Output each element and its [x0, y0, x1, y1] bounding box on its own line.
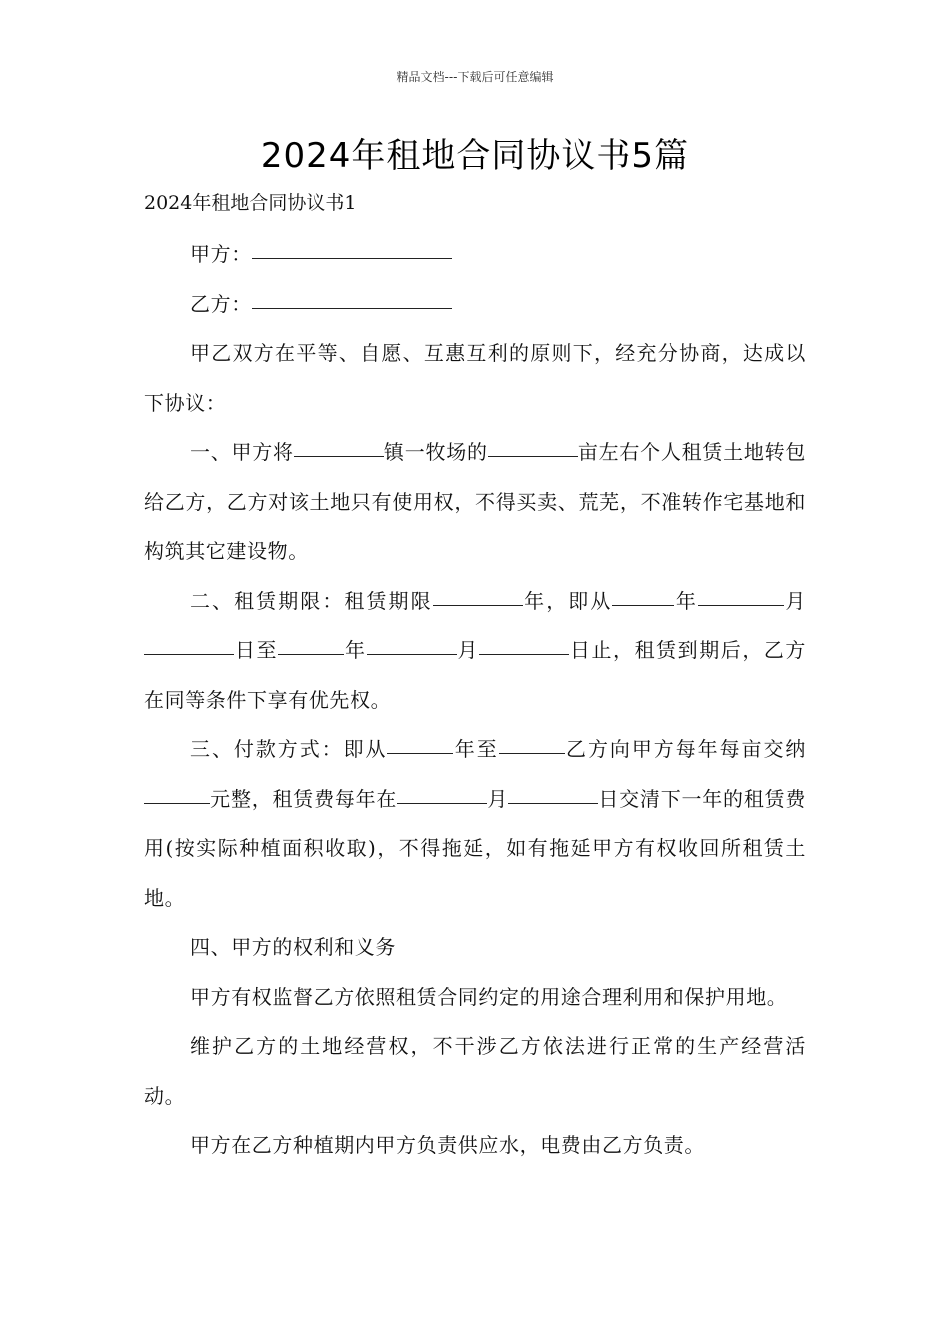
start-year-blank: [612, 604, 674, 606]
clause-3-text-b: 年至: [453, 737, 499, 761]
party-a-label: 甲方：: [190, 242, 252, 266]
clause-2-text-a: 二、租赁期限：租赁期限: [190, 588, 433, 613]
clause-3-text-d: 元整，租赁费每年在: [210, 786, 398, 811]
clause-2-text-g: 月: [456, 638, 480, 662]
end-month-blank: [367, 653, 457, 655]
clause-3-text-f: 日交清下一年的租赁费用(按实际种植面积收取)，不得拖延，如有拖延甲方有权收回所租赁土地。: [144, 786, 806, 910]
start-month-blank: [698, 604, 784, 606]
header-note: 精品文档---下载后可任意编辑: [396, 70, 554, 84]
paragraph-clause-1: [144, 428, 806, 577]
pay-month-blank: [397, 802, 487, 804]
section-title: 2024年租地合同协议书1: [144, 192, 357, 214]
clause-2-text-e: 日至: [234, 638, 279, 662]
paragraph-clause-4-heading: 四、甲方的权利和义务: [190, 935, 396, 959]
paragraph-clause-2: [144, 577, 806, 726]
party-a-line: [144, 230, 806, 280]
paragraph-clause-3: [144, 725, 806, 923]
party-b-blank: [252, 307, 452, 309]
party-a-blank: [252, 257, 452, 259]
end-year-blank: [278, 653, 344, 655]
party-b-label: 乙方：: [190, 291, 252, 316]
clause-2-text-h: 日止，租赁到期后，乙方在同等条件下享有优先权。: [144, 638, 807, 712]
paragraph-intro: 甲乙双方在平等、自愿、互惠互利的原则下，经充分协商，达成以下协议：: [144, 341, 806, 415]
clause-1-text-b: 镇一牧场的: [383, 440, 488, 464]
start-day-blank: [144, 653, 234, 655]
clause-3-text-e: 月: [487, 786, 509, 811]
paragraph-clause-4-item-2: 维护乙方的土地经营权，不干涉乙方依法进行正常的生产经营活动。: [144, 1034, 806, 1108]
clause-2-text-d: 月: [783, 588, 806, 613]
clause-2-text-c: 年: [674, 588, 698, 613]
clause-1-text-a: 一、甲方将: [190, 440, 294, 464]
town-blank: [294, 455, 384, 457]
term-years-blank: [433, 604, 523, 606]
paragraph-clause-4-item-1: 甲方有权监督乙方依照租赁合同约定的用途合理利用和保护用地。: [190, 984, 788, 1009]
clause-1-text-c: 亩左右个人租赁土地转包给乙方，乙方对该土地只有使用权，不得买卖、荒芜，不准转作宅基地和构筑其它建设物。: [144, 440, 807, 563]
end-day-blank: [479, 653, 569, 655]
clause-3-text-a: 三、付款方式：即从: [190, 737, 388, 761]
clause-3-text-c: 乙方向甲方每年每亩交纳: [564, 737, 806, 761]
pay-day-blank: [508, 802, 598, 804]
document-title: 2024年租地合同协议书5篇: [260, 136, 690, 176]
area-blank: [488, 455, 578, 457]
clause-2-text-b: 年，即从: [522, 588, 613, 613]
clause-2-text-f: 年: [344, 638, 367, 662]
pay-start-year-blank: [387, 752, 453, 754]
pay-end-year-blank: [499, 752, 565, 754]
document-body: [144, 230, 806, 1171]
paragraph-clause-4-item-3: 甲方在乙方种植期内甲方负责供应水，电费由乙方负责。: [190, 1133, 705, 1157]
amount-blank: [144, 802, 210, 804]
party-b-line: [144, 280, 806, 330]
